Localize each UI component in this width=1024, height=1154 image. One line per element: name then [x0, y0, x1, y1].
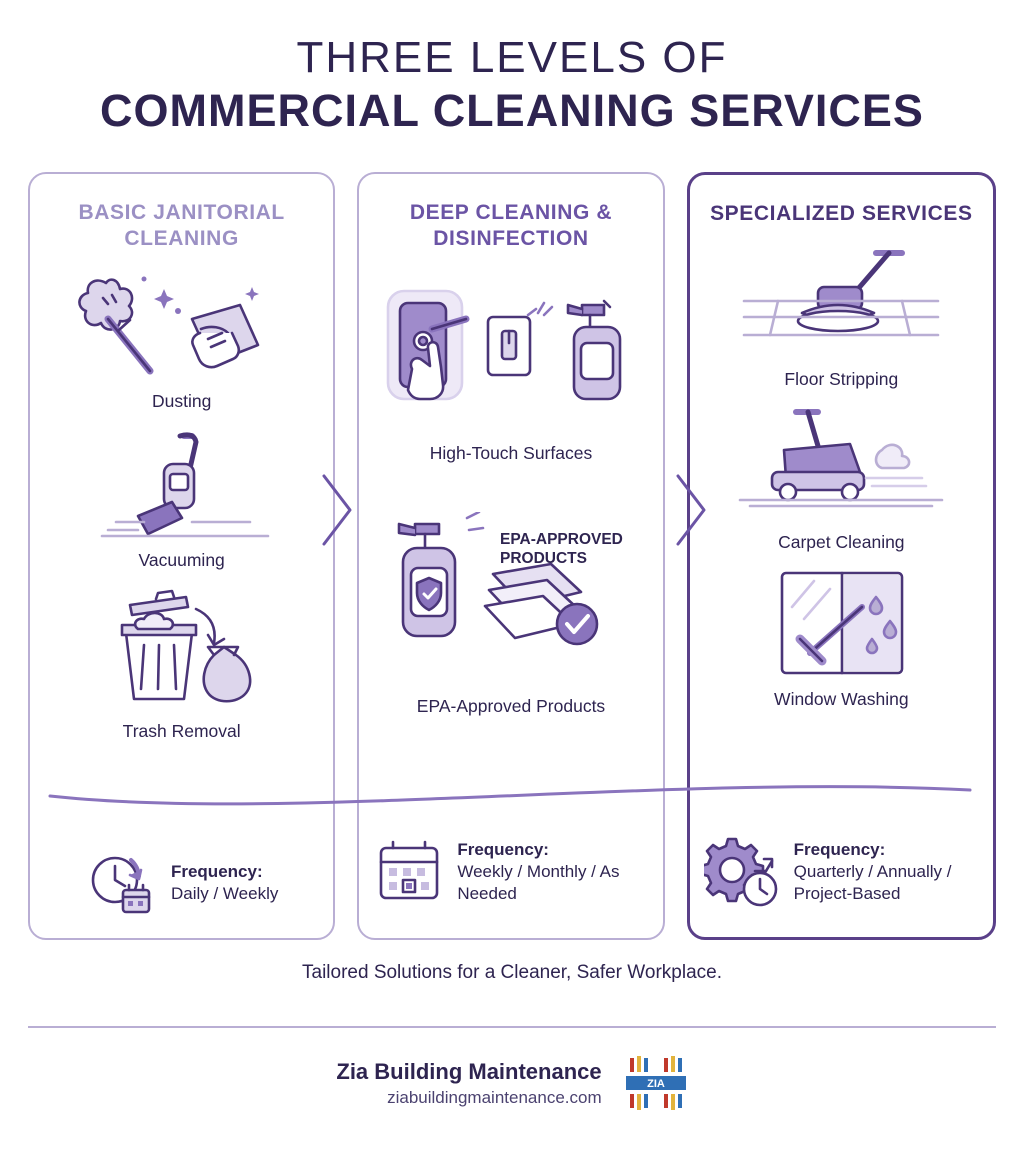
- level-heading: SPECIALIZED SERVICES: [710, 202, 973, 225]
- service-item-carpet-cleaning: [700, 406, 983, 553]
- frequency-value: Quarterly / Annually / Project-Based: [793, 862, 952, 903]
- level-heading: DEEP CLEANING & DISINFECTION: [409, 201, 613, 250]
- trash-bin-and-bag-icon: [40, 589, 323, 717]
- service-item-high-touch-surfaces: [369, 273, 652, 464]
- frequency-value: Daily / Weekly: [170, 884, 279, 903]
- gear-chart-stopwatch-icon: [704, 833, 782, 911]
- footer: [0, 1054, 1024, 1112]
- floor-buffer-icon: [700, 243, 983, 365]
- calendar-icon: [373, 836, 445, 908]
- service-label: Trash Removal: [122, 721, 241, 742]
- frequency-label: Frequency:: [457, 840, 549, 860]
- vacuum-cleaner-icon: [40, 430, 323, 546]
- epa-approved-badge: EPA-APPROVED PRODUCTS: [500, 531, 623, 568]
- service-item-floor-stripping: [700, 243, 983, 390]
- frequency-label: Frequency:: [170, 862, 263, 882]
- service-item-vacuuming: [40, 430, 323, 571]
- frequency-text: [457, 839, 648, 904]
- page-title: [0, 0, 1024, 136]
- service-label: Window Washing: [774, 688, 909, 709]
- service-item-window-washing: [700, 567, 983, 710]
- level-heading: BASIC JANITORIAL CLEANING: [78, 201, 285, 250]
- service-label: Floor Stripping: [784, 368, 899, 389]
- level-items: [700, 243, 983, 710]
- level-items: [40, 267, 323, 742]
- level-items: [369, 273, 652, 717]
- frequency-deep: [359, 836, 662, 908]
- tagline: Tailored Solutions for a Cleaner, Safer Workplace.: [302, 962, 722, 983]
- carpet-extractor-icon: [700, 406, 983, 528]
- svg-text:ZIA: ZIA: [646, 1078, 665, 1090]
- service-label: Vacuuming: [138, 550, 225, 571]
- brand-name: Zia Building Maintenance: [336, 1058, 602, 1084]
- level-card-basic-janitorial-cleaning: [28, 172, 335, 940]
- duster-and-cloth-icon: [40, 267, 323, 387]
- service-label: Dusting: [151, 391, 212, 412]
- frequency-value: Weekly / Monthly / As Needed: [457, 862, 620, 903]
- service-label: Carpet Cleaning: [778, 531, 905, 552]
- clock-calendar-icon: [85, 846, 159, 920]
- footer-divider: [28, 1026, 996, 1028]
- frequency-text: [794, 839, 979, 904]
- title-line-2: COMMERCIAL CLEANING SERVICES: [100, 84, 924, 136]
- frequency-text: [171, 861, 278, 905]
- zia-sun-logo: [624, 1054, 688, 1112]
- frequency-label: Frequency:: [793, 840, 886, 860]
- door-handle-light-switch-spray-icon: [369, 273, 652, 433]
- brand-url[interactable]: ziabuildingmaintenance.com: [387, 1087, 602, 1107]
- service-label: High-Touch Surfaces: [429, 443, 593, 464]
- service-item-dusting: [40, 267, 323, 412]
- squeegee-window-icon: [700, 567, 983, 685]
- frequency-specialized: [690, 833, 993, 911]
- service-item-trash-removal: [40, 589, 323, 742]
- footer-text: [336, 1059, 601, 1108]
- frequency-basic: [30, 846, 333, 920]
- title-line-1: THREE LEVELS OF: [296, 33, 728, 82]
- service-label: EPA-Approved Products: [416, 696, 606, 717]
- level-card-specialized-services: [687, 172, 996, 940]
